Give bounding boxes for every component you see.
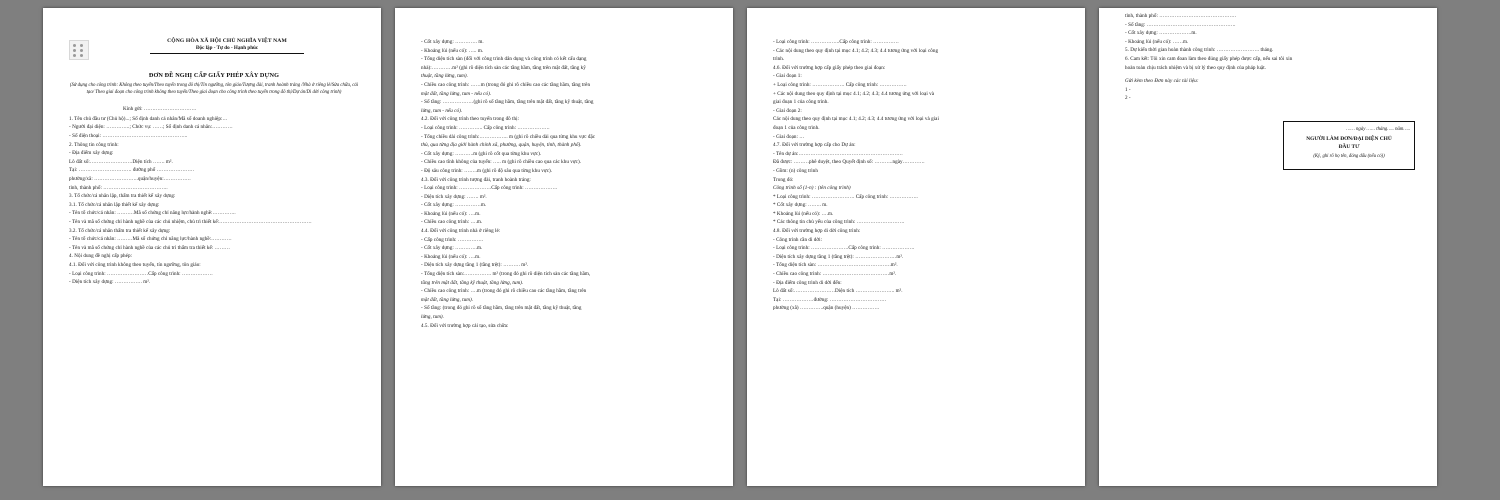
body-line: 6. Cam kết: Tôi xin cam đoan làm theo đúng giấy phép được cấp, nếu sai tôi xin xyxy=(1125,55,1293,62)
body-line: - Khoảng lùi (nếu có): ….m. xyxy=(421,210,481,217)
body-line: - Giai đoạn 1: xyxy=(773,73,802,80)
body-line: Công trình số (1-n) : (tên công trình) xyxy=(773,185,851,192)
signature-area xyxy=(1125,121,1415,170)
body-line: - Người đại diện: …………..; Chức vụ: ……; Số định danh cá nhân:………… xyxy=(69,124,233,131)
body-line: - Số điện thoại: ………………………………………….. xyxy=(69,133,188,139)
page1-header xyxy=(69,38,359,60)
body-line: - Tên tổ chức/cá nhân: ……….Mã số chứng chỉ năng lực/hành nghề:………….. xyxy=(69,210,236,217)
body-line: 4.2. Đối với công trình theo tuyến trong đô thị: xyxy=(421,116,520,123)
body-line: Tại: ………………đường: …………………………… xyxy=(773,296,887,303)
body-line: - Diện tích xây dựng: ……. m². xyxy=(421,193,487,200)
body-line: * Loại công trình: ……………………. Cấp công trình: …………….. xyxy=(773,193,918,200)
body-line: - Tổng diện tích sàn:……………. m² (trong đó ghi rõ diện tích sàn các tầng hầm, xyxy=(421,271,591,278)
body-line: - Diện tích xây dựng tầng 1 (tầng trệt): ………. m². xyxy=(421,262,529,269)
national-header xyxy=(95,38,359,54)
header-divider xyxy=(150,53,303,54)
body-line: - Diện tích xây dựng tầng 1 (tầng trệt): ……………………m². xyxy=(773,253,904,260)
body-line: 3.1. Tổ chức/cá nhân lập thiết kế xây dựng: xyxy=(69,201,160,208)
body-line: Đã được: ………phê duyệt, theo Quyết định số: ………..ngày…………. xyxy=(773,159,925,166)
form-title-block xyxy=(69,72,359,97)
document-page-4 xyxy=(1099,8,1437,486)
body-line: 4.6. Đối với trường hợp cấp giấy phép theo giai đoạn: xyxy=(773,64,886,71)
body-line: giai đoạn 1 của công trình. xyxy=(773,99,829,106)
body-line: - Loại công trình: ………….. Cấp công trình: ………………. xyxy=(421,124,550,131)
country-name: CỘNG HÒA XÃ HỘI CHỦ NGHĨA VIỆT NAM xyxy=(167,38,287,44)
body-line: lửng, tum - nếu có). xyxy=(421,107,463,114)
body-line: phường/xã: ……………………..quận/huyện:……………. xyxy=(69,175,191,182)
body-line: - Cốt xây dựng: ……………….m. xyxy=(1125,30,1197,37)
document-page-1 xyxy=(43,8,381,486)
body-line: lửng, tum). xyxy=(421,314,445,320)
body-line: trình. xyxy=(773,56,785,63)
body-line: - Cấp công trình: …………… xyxy=(421,236,484,243)
body-line: - Tổng diện tích sàn: …………………………………….m². xyxy=(773,262,898,269)
body-line: 4.8. Đối với trường hợp di dời công trình: xyxy=(773,228,861,235)
body-line: - Chiều cao công trình: ….m. xyxy=(421,219,483,226)
body-line: mặt đất, tầng lửng, tum). xyxy=(421,296,474,303)
body-line: - Cốt xây dựng: ………..m (ghi rõ cốt qua từng khu vực). xyxy=(421,150,542,157)
body-line: * Các thông tin chủ yếu của công trình: ………………………. xyxy=(773,219,905,226)
body-line: - Tên và mã số chứng chỉ hành nghề của các chủ nhiệm, chủ trì thiết kế:……………………………………………… xyxy=(69,218,312,225)
page-subtitle: (Sử dụng cho công trình: Không theo tuyến/Theo tuyến trong đô thị/Tín ngưỡng, tôn giáo/Tượng đài, tranh hoành tráng /Nhà ở riêng lẻ/Sửa chữa, cải tạo/ Theo giai đoạn cho công trình không theo tuyến/Theo giai đoạn cho công trình theo tuyến trong đô thị/Dự án/Di dời công trình) xyxy=(69,83,359,96)
body-line: - Số tầng: (trong đó ghi rõ số tầng hầm, tầng trên mặt đất, tầng kỹ thuật, tầng xyxy=(421,305,582,312)
body-line: - Chiều cao công trình: ……m (trong đó ghi rõ chiều cao các tầng hầm, tầng trên xyxy=(421,81,591,88)
body-line: đoạn 1 của công trình. xyxy=(773,124,820,131)
body-line: - Loại công trình: ……………….Cấp công trình: ………………. xyxy=(421,185,558,192)
body-line: Lô đất số:…………………….Diện tích ……. m². xyxy=(69,158,173,165)
body-line: nhà):…………m² (ghi rõ diện tích sàn các tầng hầm, tầng trên mặt đất, tầng kỹ xyxy=(421,64,586,71)
body-line: tỉnh, thành phố: ……………………………….. xyxy=(69,184,168,191)
body-line: - Độ sâu công trình: ……..m (ghi rõ độ sâu qua từng khu vực). xyxy=(421,167,553,174)
attachment-item: 2 - xyxy=(1125,95,1131,102)
body-line: 4.5. Đối với trường hợp cải tạo, sửa chữa: xyxy=(421,322,509,329)
body-line: * Cốt xây dựng: …….. m. xyxy=(773,202,828,209)
body-line: - Tổng diện tích sàn (đối với công trình dân dụng và công trình có kết cấu dạng xyxy=(421,56,587,63)
body-line: - Cốt xây dựng: ……………m. xyxy=(421,202,487,209)
body-line: - Loại công trình: ……………………Cấp công trình: ……………… xyxy=(69,270,213,277)
body-line: tỉnh, thành phố: ……………………………………… xyxy=(1125,13,1237,19)
body-line: - Số tầng: ………………(ghi rõ số tầng hầm, tầng trên mặt đất, tầng kỹ thuật, tầng xyxy=(421,99,594,106)
document-page-2 xyxy=(395,8,733,486)
body-line: * Khoảng lùi (nếu có): ….m. xyxy=(773,210,834,217)
body-line: - Chiều cao tĩnh không của tuyến: ….. m (ghi rõ chiều cao qua các khu vực). xyxy=(421,159,582,166)
body-line: 4.3. Đối với công trình tượng đài, tranh hoành tráng: xyxy=(421,176,531,183)
body-line: - Loại công trình: ………………….Cấp công trình: ………………. xyxy=(773,245,915,252)
body-line: Lô đất số:……………………Diện tích ………………….. m². xyxy=(773,288,903,295)
body-line: - Chiều cao công trình: …………………………………m². xyxy=(773,271,897,278)
body-line: - Tổng chiều dài công trình:…………….. m (ghi rõ chiều dài qua từng khu vực đặc xyxy=(421,133,596,140)
body-line: Các nội dung theo quy định tại mục 4.1; 4.2; 4.3; 4.4 tương ứng với loại và giai xyxy=(773,116,939,123)
body-line: 3.2. Tổ chức/cá nhân thẩm tra thiết kế xây dựng: xyxy=(69,227,171,234)
body-line: 4.1. Đối với công trình không theo tuyến, tín ngưỡng, tôn giáo: xyxy=(69,261,201,268)
body-line: - Các nội dung theo quy định tại mục 4.1; 4.2; 4.3; 4.4 tương ứng với loại công xyxy=(773,47,939,54)
drag-handle-icon[interactable] xyxy=(69,40,89,60)
body-line: - Khoảng lùi (nếu có): ….. m. xyxy=(421,47,484,54)
page-title: ĐƠN ĐỀ NGHỊ CẤP GIẤY PHÉP XÂY DỰNG xyxy=(148,72,280,79)
body-line: - Giai đoạn 2: xyxy=(773,107,802,114)
body-line: - Loại công trình: ……………..Cấp công trình: …………… xyxy=(773,39,899,45)
signature-note: (Ký, ghi rõ họ tên, đóng dấu (nếu có)) xyxy=(1313,153,1385,159)
signature-role-line2: ĐẦU TƯ xyxy=(1338,143,1360,150)
body-line: - Khoảng lùi (nếu có): ……m. xyxy=(1125,38,1189,45)
body-line: - Địa điểm công trình di dời đến: xyxy=(773,279,842,286)
body-line: 5. Dự kiến thời gian hoàn thành công trình: ……………………. tháng. xyxy=(1125,47,1274,54)
body-line: 4.4. Đối với công trình nhà ở riêng lẻ: xyxy=(421,228,501,235)
body-line: Trong đó: xyxy=(773,176,794,183)
body-line: - Cốt xây dựng: …………. m. xyxy=(421,39,484,45)
recipient-line: Kính gửi: …………………………. xyxy=(123,105,197,112)
body-line: - Tên và mã số chứng chỉ hành nghề của các chủ trì thẩm tra thiết kế: ……… xyxy=(69,244,230,251)
body-line: - Cốt xây dựng: ………….m. xyxy=(421,245,483,252)
body-line: - Địa điểm xây dựng: xyxy=(69,150,114,157)
body-line: + Loại công trình: ………………. Cấp công trình: ……………. xyxy=(773,81,907,88)
body-line: 4. Nội dung đề nghị cấp phép: xyxy=(69,253,133,260)
body-line: - Gồm: (n) công trình xyxy=(773,167,818,174)
body-line: thù, qua từng địa giới hành chính xã, phường, quận, huyện, tỉnh, thành phố). xyxy=(421,142,582,149)
attachment-label: Gửi kèm theo Đơn này các tài liệu: xyxy=(1125,78,1199,85)
body-line: + Các nội dung theo quy định tại mục 4.1; 4.2; 4.3; 4.4 tương ứng với loại và xyxy=(773,90,935,97)
body-line: - Diện tích xây dựng: ……………. m². xyxy=(69,279,151,286)
body-line: - Tên tổ chức/cá nhân: ………Mã số chứng chỉ năng lực/hành nghề:………… xyxy=(69,236,232,243)
body-line: 1. Tên chủ đầu tư (Chủ hộ)...; Số định danh cá nhân/Mã số doanh nghiệp:… xyxy=(69,115,228,122)
body-line: - Khoảng lùi (nếu có): ….m. xyxy=(421,253,481,260)
body-line: tầng trên mặt đất, tầng kỹ thuật, tầng lửng, tum). xyxy=(421,279,524,286)
body-line: hoàn toàn chịu trách nhiệm và bị xử lý theo quy định của pháp luật. xyxy=(1125,64,1266,71)
document-page-3 xyxy=(747,8,1085,486)
country-motto: Độc lập - Tự do - Hạnh phúc xyxy=(195,45,259,51)
body-line: - Số tầng: ……………………………………………. xyxy=(1125,21,1236,28)
signature-role-line1: NGƯỜI LÀM ĐƠN/ĐẠI DIỆN CHỦ xyxy=(1306,135,1392,142)
body-line: - Công trình cần di dời: xyxy=(773,236,823,243)
body-line: thuật, tầng lửng, tum). xyxy=(421,73,468,80)
body-line: - Giai đoạn: … xyxy=(773,133,805,140)
body-line: - Tên dự án:……………………………………………………. xyxy=(773,150,903,157)
body-line: 2. Thông tin công trình: xyxy=(69,141,119,148)
attachment-item: 1 - xyxy=(1125,86,1131,93)
body-line: - Chiều cao công trình: ….m (trong đó ghi rõ chiều cao các tầng hầm, tầng trên xyxy=(421,288,587,295)
signature-date: …… ngày …… tháng….. năm….. xyxy=(1346,126,1410,132)
body-line: phường (xã) …………..quận (huyện) ……………. xyxy=(773,305,880,312)
body-line: 4.7. Đối với trường hợp cấp cho Dự án: xyxy=(773,142,856,149)
body-line: mặt đất, tầng lửng, tum - nếu có). xyxy=(421,90,492,97)
body-line: 3. Tổ chức/cá nhân lập, thẩm tra thiết kế xây dựng: xyxy=(69,193,176,200)
body-line: Tại: …………………………. đường phố …………………. xyxy=(69,167,194,174)
signature-box xyxy=(1283,121,1415,170)
page1-body xyxy=(69,115,359,287)
